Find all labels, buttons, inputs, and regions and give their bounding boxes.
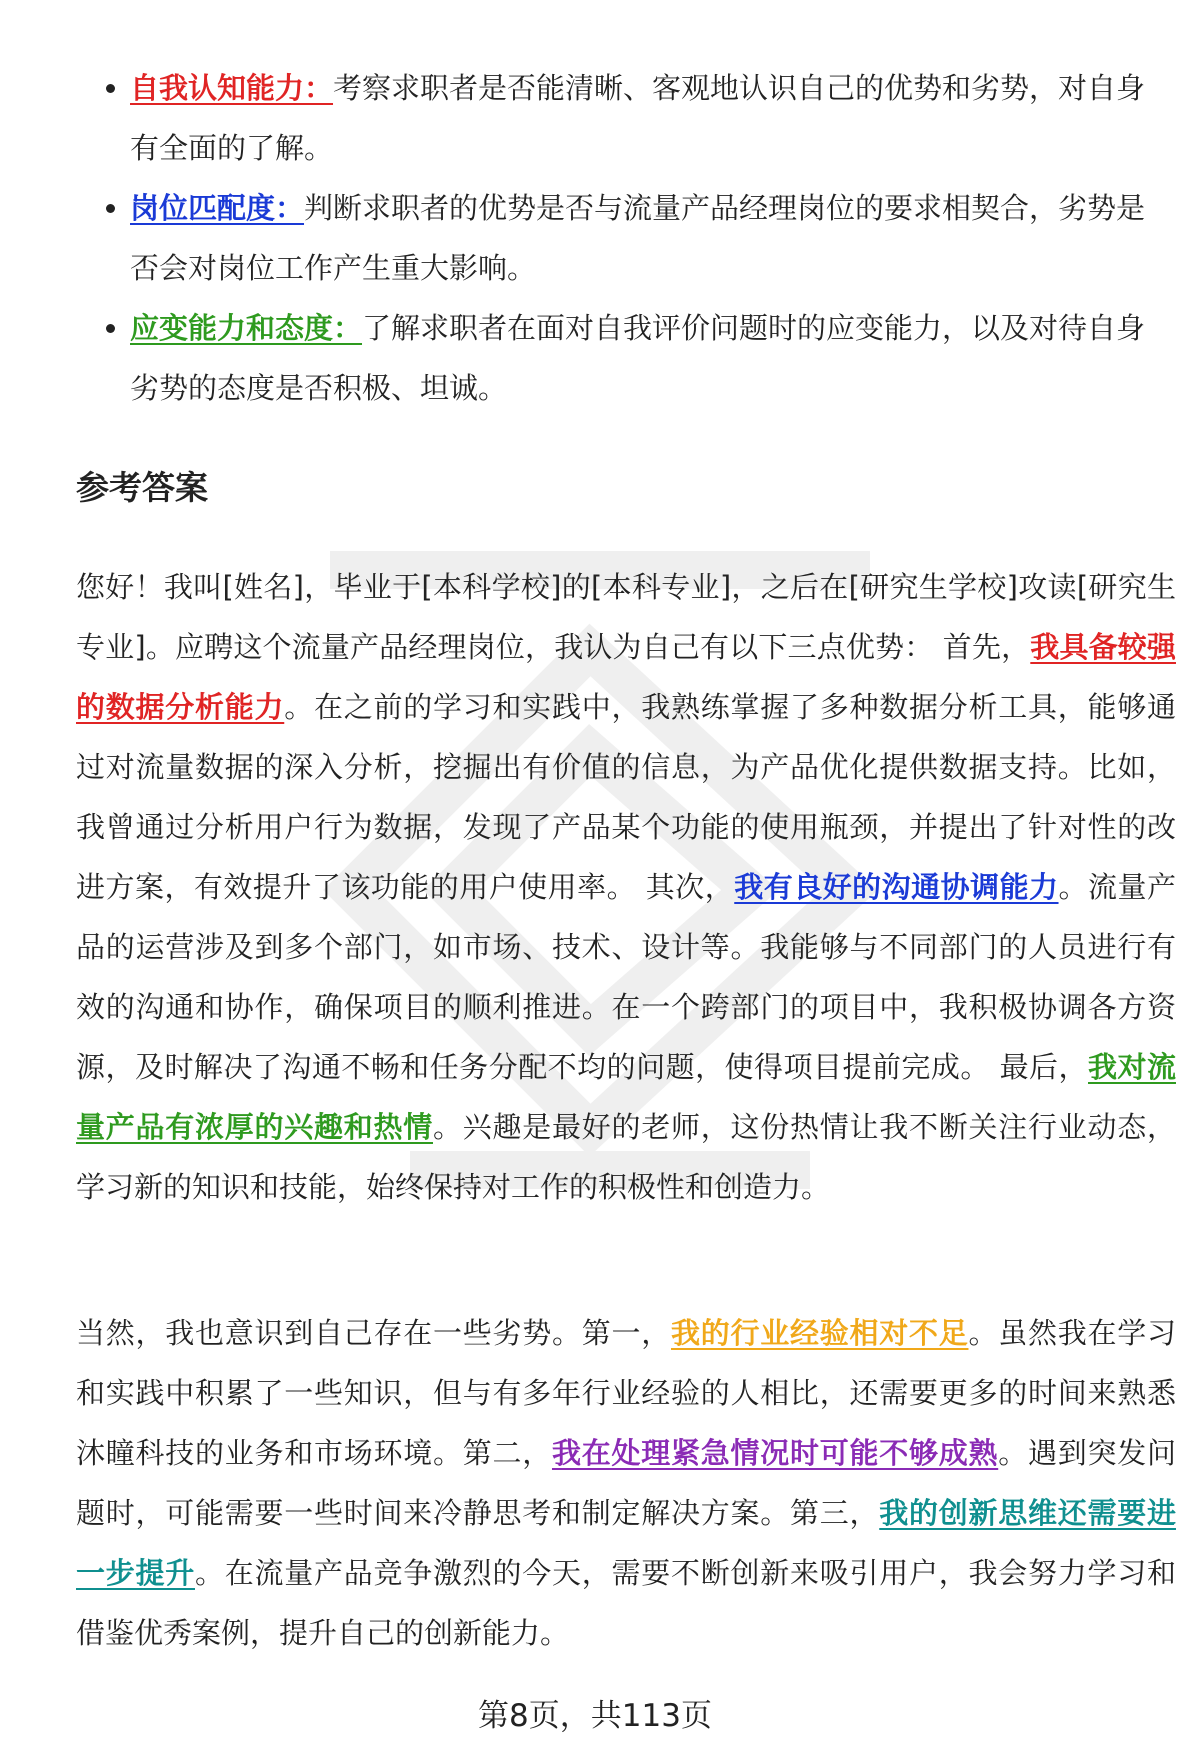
answer-text: 。遇到突发问题时，可能需要一些时间来冷静思考和制定解决方案。第三， (76, 1436, 1176, 1530)
answer-text: 当然，我也意识到自己存在一些劣势。第一， (76, 1316, 671, 1350)
criterion-label: 应变能力和态度： (130, 311, 363, 345)
highlight-weakness-3: 我的创新思维还需要进一步提升 (76, 1496, 1176, 1590)
bullet-icon (106, 84, 115, 93)
criterion-label: 岗位匹配度： (130, 191, 305, 225)
highlight-strength-3: 我对流量产品有浓厚的兴趣和热情 (76, 1050, 1176, 1144)
criterion-text: 了解求职者在面对自我评价问题时的应变能力，以及对待自身劣势的态度是否积极、坦诚。 (130, 311, 1146, 405)
list-item (76, 298, 1156, 418)
highlight-weakness-1: 我的行业经验相对不足 (670, 1316, 969, 1350)
page-number: 第8页，共113页 (478, 1698, 712, 1734)
criterion-text: 判断求职者的优势是否与流量产品经理岗位的要求相契合，劣势是否会对岗位工作产生重大影响。 (130, 191, 1146, 285)
criterion-text: 考察求职者是否能清晰、客观地认识自己的优势和劣势，对自身有全面的了解。 (130, 71, 1146, 165)
answer-text: 。兴趣是最好的老师，这份热情让我不断关注行业动态，学习新的知识和技能，始终保持对工作的积极性和创造力。 (76, 1110, 1176, 1204)
answer-paragraph-weaknesses (76, 1303, 1176, 1663)
bullet-icon (106, 324, 115, 333)
highlight-strength-2: 我有良好的沟通协调能力 (734, 870, 1059, 904)
criterion-label: 自我认知能力： (130, 71, 334, 105)
answer-text: 。在流量产品竞争激烈的今天，需要不断创新来吸引用户，我会努力学习和借鉴优秀案例，提升自己的创新能力。 (76, 1556, 1176, 1650)
answer-paragraph-strengths (76, 557, 1176, 1217)
section-title: 参考答案 (76, 468, 208, 507)
answer-text: 。流量产品的运营涉及到多个部门，如市场、技术、设计等。我能够与不同部门的人员进行有效的沟通和协作，确保项目的顺利推进。在一个跨部门的项目中，我积极协调各方资源，及时解决了沟通不畅和任务分配不均的问题，使得项目提前完成。 最后， (76, 870, 1176, 1084)
answer-text: 。虽然我在学习和实践中积累了一些知识，但与有多年行业经验的人相比，还需要更多的时间来熟悉沐瞳科技的业务和市场环境。第二， (76, 1316, 1176, 1470)
highlight-strength-1: 我具备较强的数据分析能力 (76, 630, 1176, 724)
list-item (76, 58, 1156, 178)
answer-text: 。在之前的学习和实践中，我熟练掌握了多种数据分析工具，能够通过对流量数据的深入分析，挖掘出有价值的信息，为产品优化提供数据支持。比如，我曾通过分析用户行为数据，发现了产品某个功能的使用瓶颈，并提出了针对性的改进方案，有效提升了该功能的用户使用率。 其次， (76, 690, 1176, 904)
bullet-icon (106, 204, 115, 213)
list-item (76, 178, 1156, 298)
evaluation-criteria-list (76, 58, 1156, 418)
answer-text: 您好！我叫[姓名]，毕业于[本科学校]的[本科专业]，之后在[研究生学校]攻读[研究生专业]。应聘这个流量产品经理岗位，我认为自己有以下三点优势： 首先， (76, 570, 1176, 664)
highlight-weakness-2: 我在处理紧急情况时可能不够成熟 (551, 1436, 999, 1470)
